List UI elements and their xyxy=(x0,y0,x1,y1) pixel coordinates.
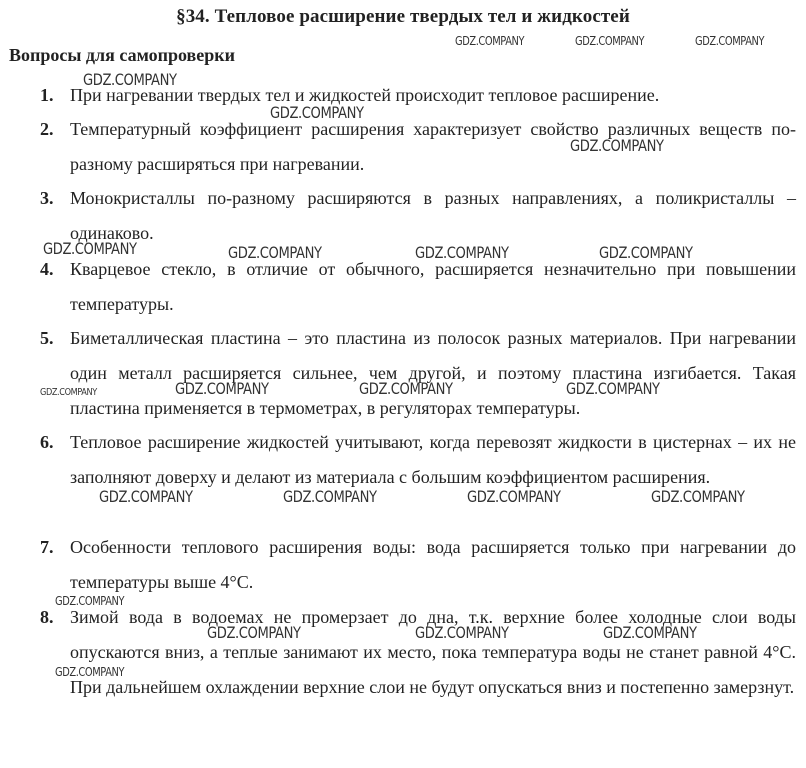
watermark: GDZ.COMPANY xyxy=(55,665,125,679)
watermark: GDZ.COMPANY xyxy=(455,34,525,48)
watermark: GDZ.COMPANY xyxy=(651,487,745,506)
watermark: GDZ.COMPANY xyxy=(415,243,509,262)
item-text: Тепловое расширение жидкостей учитывают, когда перевозят жидкости в цистернах – их не заполняют доверху и делают из материала с большим коэффициентом расширения. xyxy=(70,432,796,487)
list-item xyxy=(40,252,796,322)
list-item xyxy=(40,530,796,600)
page-title: §34. Тепловое расширение твердых тел и жидкостей xyxy=(176,6,630,27)
watermark: GDZ.COMPANY xyxy=(570,136,664,155)
list-item xyxy=(40,181,796,251)
watermark: GDZ.COMPANY xyxy=(55,594,125,608)
watermark: GDZ.COMPANY xyxy=(359,379,453,398)
item-text: Монокристаллы по-разному расширяются в разных направлениях, а поликристаллы – одинаково. xyxy=(70,188,796,243)
watermark: GDZ.COMPANY xyxy=(415,623,509,642)
watermark: GDZ.COMPANY xyxy=(43,239,137,258)
item-number: 3. xyxy=(40,188,54,208)
watermark: GDZ.COMPANY xyxy=(575,34,645,48)
watermark: GDZ.COMPANY xyxy=(40,387,97,398)
item-number: 6. xyxy=(40,432,54,452)
list-item xyxy=(40,321,796,426)
item-number: 8. xyxy=(40,607,54,627)
item-text: При нагревании твердых тел и жидкостей происходит тепловое расширение. xyxy=(70,85,660,105)
watermark: GDZ.COMPANY xyxy=(270,103,364,122)
item-text: Кварцевое стекло, в отличие от обычного, расширяется незначительно при повышении температуры. xyxy=(70,259,796,314)
item-text: Биметаллическая пластина – это пластина из полосок разных материалов. При нагревании один металл расширяется сильнее, чем другой, и поэтому пластина изгибается. Такая пластина применяется в термометрах, в регуляторах температуры. xyxy=(70,328,796,418)
item-number: 1. xyxy=(40,85,54,105)
watermark: GDZ.COMPANY xyxy=(695,34,765,48)
list-item xyxy=(40,112,796,182)
item-number: 7. xyxy=(40,537,54,557)
watermark: GDZ.COMPANY xyxy=(603,623,697,642)
watermark: GDZ.COMPANY xyxy=(599,243,693,262)
watermark: GDZ.COMPANY xyxy=(467,487,561,506)
item-number: 4. xyxy=(40,259,54,279)
list-item xyxy=(40,600,796,705)
item-text: Температурный коэффициент расширения характеризует свойство различных веществ по-разному расширяться при нагревании. xyxy=(70,119,796,174)
item-number: 5. xyxy=(40,328,54,348)
item-text: Зимой вода в водоемах не промерзает до дна, т.к. верхние более холодные слои воды опускаются вниз, а теплые занимают их место, пока температура воды не станет равной 4°С. При дальнейшем охлаждении верхние слои не будут опускаться вниз и постепенно замерзнут. xyxy=(70,607,796,697)
watermark: GDZ.COMPANY xyxy=(99,487,193,506)
watermark: GDZ.COMPANY xyxy=(566,379,660,398)
watermark: GDZ.COMPANY xyxy=(83,70,177,89)
section-subtitle: Вопросы для самопроверки xyxy=(9,45,236,65)
list-item xyxy=(40,425,796,495)
item-number: 2. xyxy=(40,119,54,139)
watermark: GDZ.COMPANY xyxy=(283,487,377,506)
item-text: Особенности теплового расширения воды: вода расширяется только при нагревании до температуры выше 4°С. xyxy=(70,537,796,592)
watermark: GDZ.COMPANY xyxy=(228,243,322,262)
watermark: GDZ.COMPANY xyxy=(207,623,301,642)
watermark: GDZ.COMPANY xyxy=(175,379,269,398)
